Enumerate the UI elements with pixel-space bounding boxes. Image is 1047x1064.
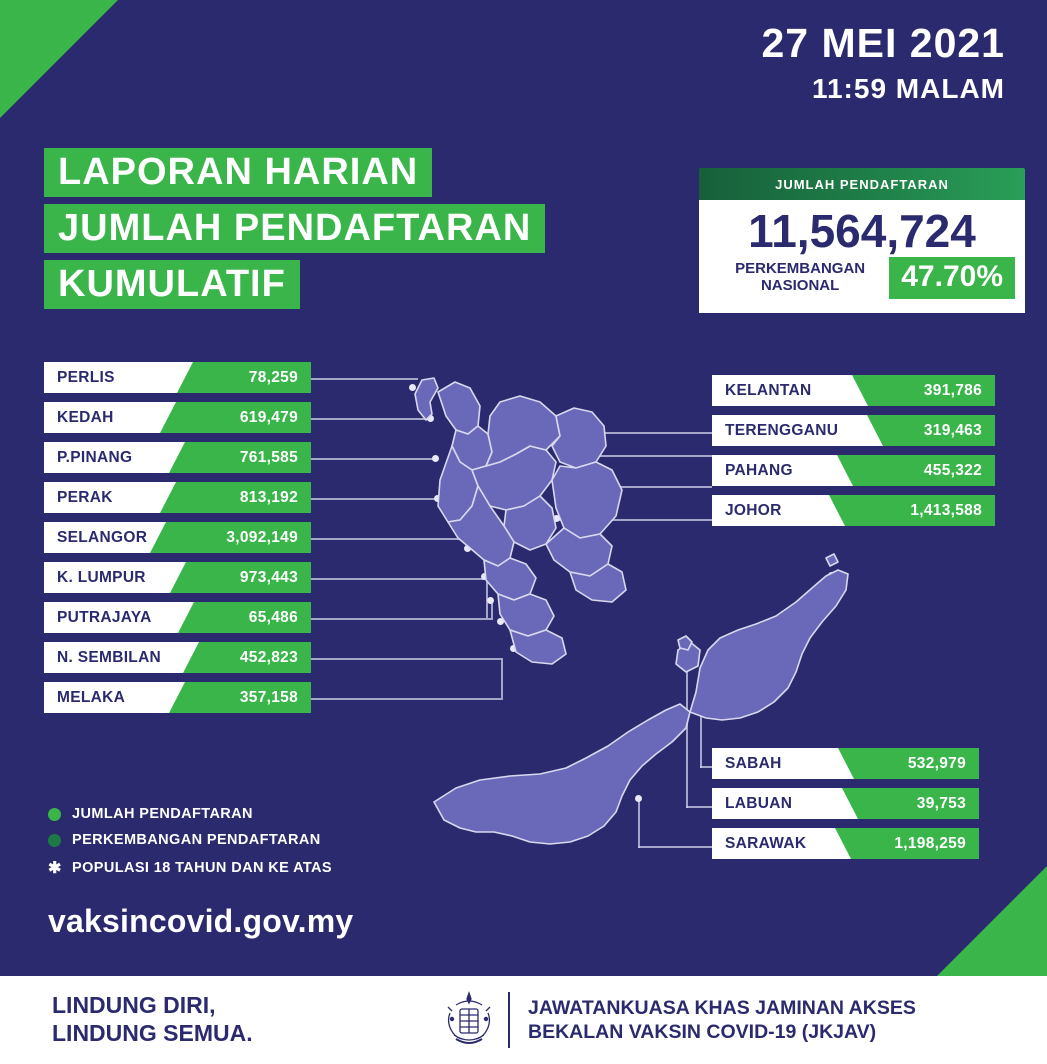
table-row [44, 442, 311, 473]
report-datetime [762, 22, 1006, 105]
state-value: 78,259 [177, 362, 311, 393]
report-time: 11:59 MALAM [811, 73, 1005, 105]
state-name: PERLIS [44, 362, 177, 393]
state-value: 455,322 [837, 455, 995, 486]
footer-organization [528, 996, 916, 1045]
table-row [44, 522, 311, 553]
state-value: 532,979 [838, 748, 979, 779]
legend-item-label: POPULASI 18 TAHUN DAN KE ATAS [72, 860, 332, 876]
legend [48, 806, 332, 888]
state-name: TERENGGANU [712, 415, 867, 446]
legend-item-label: JUMLAH PENDAFTARAN [72, 806, 253, 822]
state-name: KEDAH [44, 402, 160, 433]
page-title-line2: JUMLAH PENDAFTARAN [44, 204, 545, 253]
legend-item-label: PERKEMBANGAN PENDAFTARAN [72, 832, 321, 848]
dark-green-dot-icon [48, 834, 61, 847]
national-card-heading: JUMLAH PENDAFTARAN [699, 168, 1025, 200]
report-date: 27 MEI 2021 [761, 20, 1005, 66]
state-name: JOHOR [712, 495, 829, 526]
national-total-value: 11,564,724 [748, 205, 976, 257]
state-value: 39,753 [842, 788, 979, 819]
table-row [712, 375, 995, 406]
green-dot-icon [48, 808, 61, 821]
state-value: 973,443 [170, 562, 311, 593]
state-name: MELAKA [44, 682, 169, 713]
table-row [44, 682, 311, 713]
state-name: PAHANG [712, 455, 837, 486]
page-title [44, 148, 545, 316]
table-row [44, 602, 311, 633]
footer-divider [508, 992, 510, 1048]
table-row [44, 362, 311, 393]
state-name: KELANTAN [712, 375, 852, 406]
table-row [712, 415, 995, 446]
legend-item [48, 806, 332, 822]
table-row [44, 642, 311, 673]
national-percent-badge: 47.70% [889, 257, 1015, 299]
national-progress-label-line1: PERKEMBANGAN [735, 259, 866, 277]
footer-org-line1: JAWATANKUASA KHAS JAMINAN AKSES [528, 996, 916, 1019]
state-value: 761,585 [169, 442, 311, 473]
state-value: 1,413,588 [829, 495, 995, 526]
state-value: 357,158 [169, 682, 311, 713]
page-title-line3: KUMULATIF [44, 260, 300, 309]
state-name: PERAK [44, 482, 160, 513]
state-value: 391,786 [852, 375, 995, 406]
national-card-body [699, 200, 1025, 313]
state-value: 619,479 [160, 402, 311, 433]
website-url[interactable]: vaksincovid.gov.my [48, 903, 354, 939]
national-progress-label-line2: NASIONAL [760, 276, 840, 294]
table-row [712, 455, 995, 486]
state-name: P.PINANG [44, 442, 169, 473]
state-name: SABAH [712, 748, 838, 779]
footer-slogan [52, 992, 412, 1047]
state-value: 3,092,149 [150, 522, 311, 553]
table-row [712, 495, 995, 526]
asterisk-icon: ✱ [48, 860, 62, 877]
footer-org-line2: BEKALAN VAKSIN COVID-19 (JKJAV) [528, 1021, 877, 1043]
state-value: 813,192 [160, 482, 311, 513]
state-value: 65,486 [178, 602, 311, 633]
table-row [712, 748, 979, 779]
malaysia-coat-of-arms-icon [438, 989, 500, 1051]
table-row [712, 828, 979, 859]
table-row [44, 482, 311, 513]
legend-item [48, 858, 332, 878]
national-progress-label [699, 261, 889, 295]
state-name: SARAWAK [712, 828, 835, 859]
state-name: N. SEMBILAN [44, 642, 183, 673]
table-row [44, 402, 311, 433]
national-stat-card [699, 168, 1025, 313]
top-left-green-wedge [0, 0, 118, 118]
state-value: 319,463 [867, 415, 995, 446]
state-name: PUTRAJAYA [44, 602, 178, 633]
page-title-line1: LAPORAN HARIAN [44, 148, 432, 197]
national-card-footer [699, 257, 1025, 309]
state-value: 452,823 [183, 642, 311, 673]
state-value: 1,198,259 [835, 828, 979, 859]
state-name: SELANGOR [44, 522, 150, 553]
footer-slogan-line1: LINDUNG DIRI, [52, 992, 216, 1019]
footer [0, 976, 1047, 1064]
table-row [44, 562, 311, 593]
state-name: LABUAN [712, 788, 842, 819]
legend-item [48, 832, 332, 848]
footer-slogan-line2: LINDUNG SEMUA. [52, 1020, 253, 1046]
state-name: K. LUMPUR [44, 562, 170, 593]
table-row [712, 788, 979, 819]
